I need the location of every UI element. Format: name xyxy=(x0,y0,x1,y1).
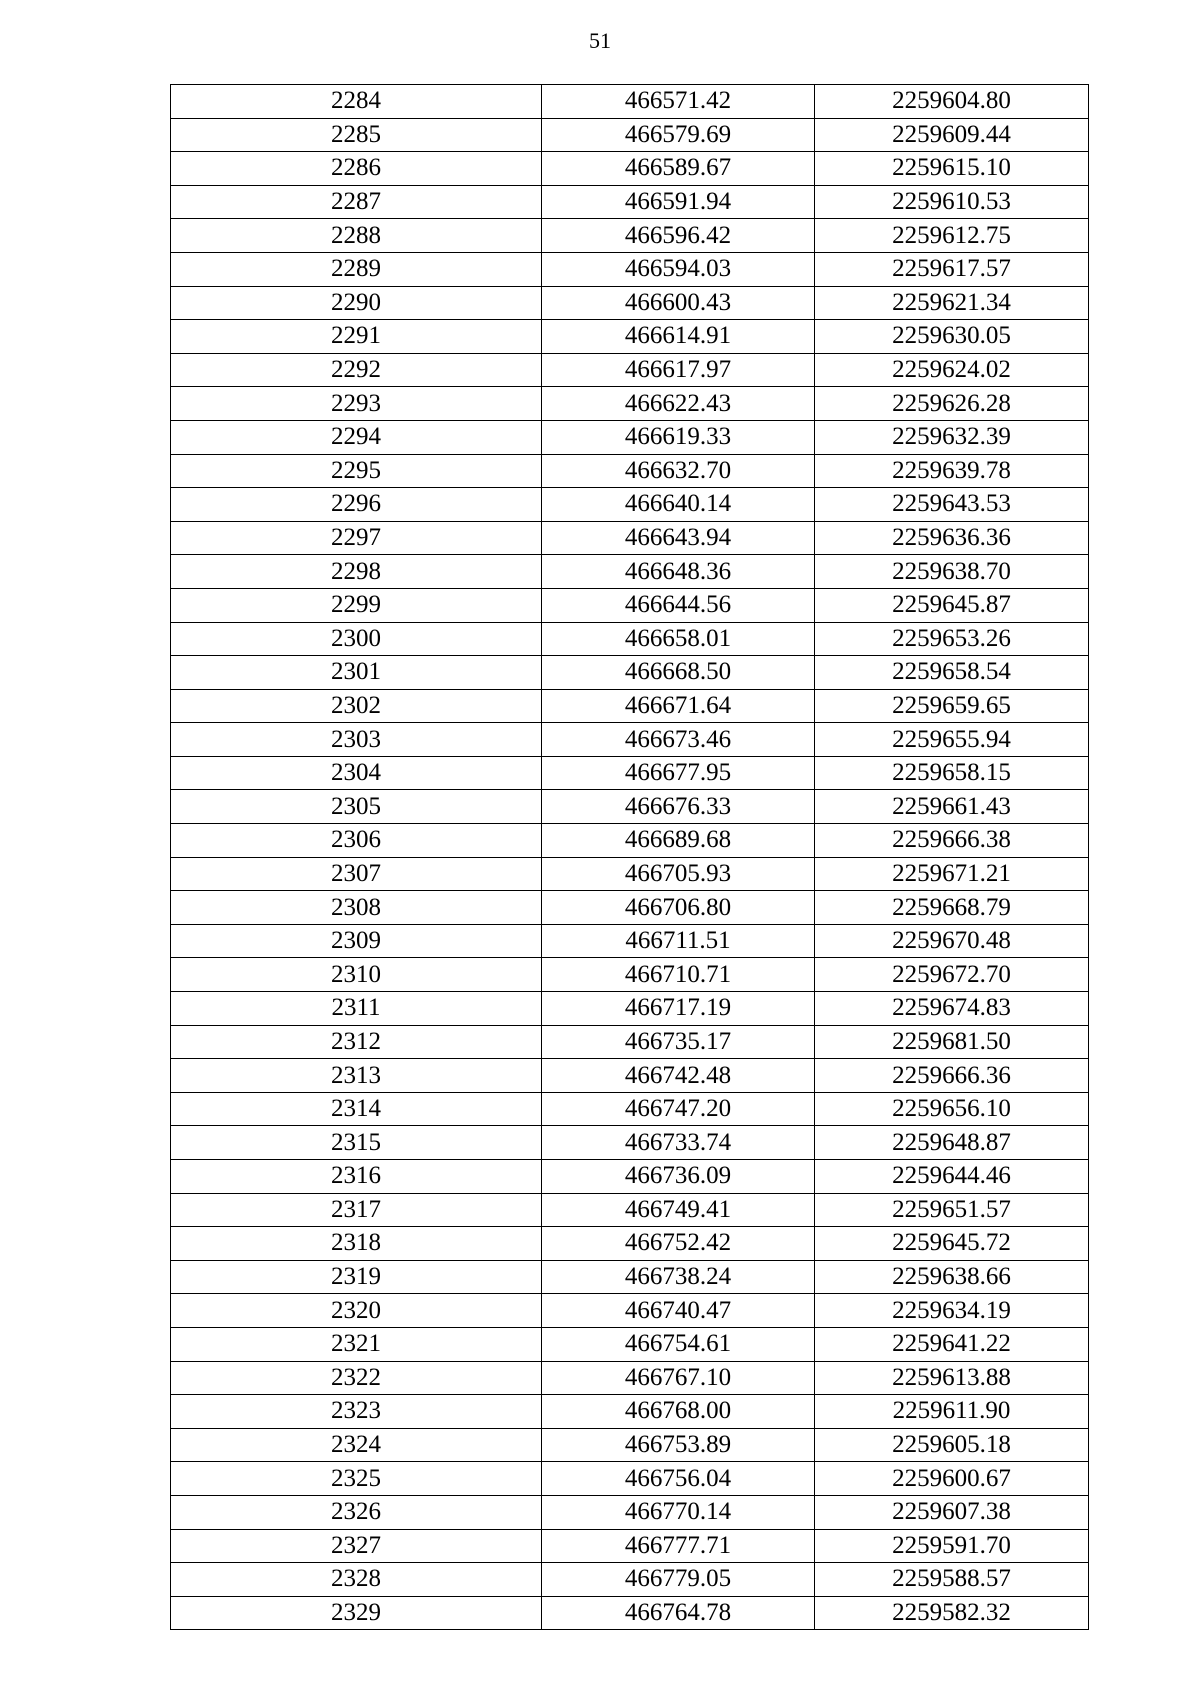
y-coordinate-cell: 2259658.15 xyxy=(815,756,1089,790)
x-coordinate-cell: 466640.14 xyxy=(542,488,815,522)
point-number-cell: 2298 xyxy=(171,555,542,589)
x-coordinate-cell: 466658.01 xyxy=(542,622,815,656)
table-row xyxy=(171,1193,1089,1227)
y-coordinate-cell: 2259626.28 xyxy=(815,387,1089,421)
y-coordinate-cell: 2259611.90 xyxy=(815,1395,1089,1429)
x-coordinate-cell: 466689.68 xyxy=(542,824,815,858)
point-number-cell: 2285 xyxy=(171,118,542,152)
table-row xyxy=(171,353,1089,387)
table-row xyxy=(171,1260,1089,1294)
x-coordinate-cell: 466594.03 xyxy=(542,252,815,286)
point-number-cell: 2326 xyxy=(171,1495,542,1529)
y-coordinate-cell: 2259645.72 xyxy=(815,1227,1089,1261)
x-coordinate-cell: 466764.78 xyxy=(542,1596,815,1630)
y-coordinate-cell: 2259661.43 xyxy=(815,790,1089,824)
y-coordinate-cell: 2259674.83 xyxy=(815,992,1089,1026)
table-row xyxy=(171,1428,1089,1462)
point-number-cell: 2318 xyxy=(171,1227,542,1261)
point-number-cell: 2327 xyxy=(171,1529,542,1563)
point-number-cell: 2309 xyxy=(171,924,542,958)
point-number-cell: 2325 xyxy=(171,1462,542,1496)
y-coordinate-cell: 2259615.10 xyxy=(815,152,1089,186)
y-coordinate-cell: 2259630.05 xyxy=(815,320,1089,354)
point-number-cell: 2306 xyxy=(171,824,542,858)
y-coordinate-cell: 2259638.70 xyxy=(815,555,1089,589)
y-coordinate-cell: 2259610.53 xyxy=(815,185,1089,219)
table-row xyxy=(171,1294,1089,1328)
y-coordinate-cell: 2259658.54 xyxy=(815,656,1089,690)
point-number-cell: 2323 xyxy=(171,1395,542,1429)
table-row xyxy=(171,1596,1089,1630)
x-coordinate-cell: 466644.56 xyxy=(542,588,815,622)
x-coordinate-cell: 466733.74 xyxy=(542,1126,815,1160)
point-number-cell: 2302 xyxy=(171,689,542,723)
table-row xyxy=(171,387,1089,421)
x-coordinate-cell: 466777.71 xyxy=(542,1529,815,1563)
table-row xyxy=(171,790,1089,824)
x-coordinate-cell: 466677.95 xyxy=(542,756,815,790)
x-coordinate-cell: 466770.14 xyxy=(542,1495,815,1529)
point-number-cell: 2313 xyxy=(171,1059,542,1093)
x-coordinate-cell: 466676.33 xyxy=(542,790,815,824)
y-coordinate-cell: 2259624.02 xyxy=(815,353,1089,387)
table-row xyxy=(171,488,1089,522)
x-coordinate-cell: 466632.70 xyxy=(542,454,815,488)
page-number: 51 xyxy=(589,28,611,53)
y-coordinate-cell: 2259653.26 xyxy=(815,622,1089,656)
point-number-cell: 2315 xyxy=(171,1126,542,1160)
table-row xyxy=(171,656,1089,690)
table-row xyxy=(171,756,1089,790)
x-coordinate-cell: 466600.43 xyxy=(542,286,815,320)
point-number-cell: 2289 xyxy=(171,252,542,286)
y-coordinate-cell: 2259588.57 xyxy=(815,1563,1089,1597)
point-number-cell: 2324 xyxy=(171,1428,542,1462)
y-coordinate-cell: 2259666.38 xyxy=(815,824,1089,858)
point-number-cell: 2311 xyxy=(171,992,542,1026)
y-coordinate-cell: 2259638.66 xyxy=(815,1260,1089,1294)
y-coordinate-cell: 2259604.80 xyxy=(815,85,1089,119)
point-number-cell: 2292 xyxy=(171,353,542,387)
y-coordinate-cell: 2259645.87 xyxy=(815,588,1089,622)
point-number-cell: 2303 xyxy=(171,723,542,757)
y-coordinate-cell: 2259621.34 xyxy=(815,286,1089,320)
x-coordinate-cell: 466579.69 xyxy=(542,118,815,152)
x-coordinate-cell: 466779.05 xyxy=(542,1563,815,1597)
table-row xyxy=(171,1059,1089,1093)
table-row xyxy=(171,85,1089,119)
table-row xyxy=(171,1361,1089,1395)
y-coordinate-cell: 2259639.78 xyxy=(815,454,1089,488)
x-coordinate-cell: 466622.43 xyxy=(542,387,815,421)
y-coordinate-cell: 2259651.57 xyxy=(815,1193,1089,1227)
point-number-cell: 2316 xyxy=(171,1160,542,1194)
table-row xyxy=(171,992,1089,1026)
point-number-cell: 2291 xyxy=(171,320,542,354)
y-coordinate-cell: 2259607.38 xyxy=(815,1495,1089,1529)
x-coordinate-cell: 466767.10 xyxy=(542,1361,815,1395)
y-coordinate-cell: 2259641.22 xyxy=(815,1327,1089,1361)
table-row xyxy=(171,588,1089,622)
y-coordinate-cell: 2259670.48 xyxy=(815,924,1089,958)
coordinates-table xyxy=(170,84,1089,1630)
y-coordinate-cell: 2259656.10 xyxy=(815,1092,1089,1126)
x-coordinate-cell: 466571.42 xyxy=(542,85,815,119)
x-coordinate-cell: 466754.61 xyxy=(542,1327,815,1361)
x-coordinate-cell: 466706.80 xyxy=(542,891,815,925)
x-coordinate-cell: 466742.48 xyxy=(542,1059,815,1093)
table-row xyxy=(171,689,1089,723)
table-row xyxy=(171,723,1089,757)
y-coordinate-cell: 2259609.44 xyxy=(815,118,1089,152)
table-row xyxy=(171,958,1089,992)
x-coordinate-cell: 466617.97 xyxy=(542,353,815,387)
table-row xyxy=(171,1327,1089,1361)
x-coordinate-cell: 466673.46 xyxy=(542,723,815,757)
y-coordinate-cell: 2259671.21 xyxy=(815,857,1089,891)
table-row xyxy=(171,1395,1089,1429)
y-coordinate-cell: 2259681.50 xyxy=(815,1025,1089,1059)
y-coordinate-cell: 2259605.18 xyxy=(815,1428,1089,1462)
y-coordinate-cell: 2259672.70 xyxy=(815,958,1089,992)
point-number-cell: 2301 xyxy=(171,656,542,690)
x-coordinate-cell: 466747.20 xyxy=(542,1092,815,1126)
point-number-cell: 2287 xyxy=(171,185,542,219)
table-row xyxy=(171,1025,1089,1059)
point-number-cell: 2294 xyxy=(171,420,542,454)
point-number-cell: 2297 xyxy=(171,521,542,555)
y-coordinate-cell: 2259582.32 xyxy=(815,1596,1089,1630)
x-coordinate-cell: 466619.33 xyxy=(542,420,815,454)
point-number-cell: 2284 xyxy=(171,85,542,119)
point-number-cell: 2321 xyxy=(171,1327,542,1361)
table-row xyxy=(171,420,1089,454)
table-row xyxy=(171,320,1089,354)
y-coordinate-cell: 2259644.46 xyxy=(815,1160,1089,1194)
x-coordinate-cell: 466668.50 xyxy=(542,656,815,690)
x-coordinate-cell: 466705.93 xyxy=(542,857,815,891)
x-coordinate-cell: 466614.91 xyxy=(542,320,815,354)
table-row xyxy=(171,1126,1089,1160)
x-coordinate-cell: 466752.42 xyxy=(542,1227,815,1261)
y-coordinate-cell: 2259659.65 xyxy=(815,689,1089,723)
table-row xyxy=(171,286,1089,320)
x-coordinate-cell: 466589.67 xyxy=(542,152,815,186)
point-number-cell: 2328 xyxy=(171,1563,542,1597)
table-row xyxy=(171,924,1089,958)
x-coordinate-cell: 466717.19 xyxy=(542,992,815,1026)
x-coordinate-cell: 466738.24 xyxy=(542,1260,815,1294)
point-number-cell: 2319 xyxy=(171,1260,542,1294)
y-coordinate-cell: 2259632.39 xyxy=(815,420,1089,454)
point-number-cell: 2317 xyxy=(171,1193,542,1227)
x-coordinate-cell: 466768.00 xyxy=(542,1395,815,1429)
y-coordinate-cell: 2259643.53 xyxy=(815,488,1089,522)
x-coordinate-cell: 466643.94 xyxy=(542,521,815,555)
table-row xyxy=(171,1495,1089,1529)
table-row xyxy=(171,185,1089,219)
table-row xyxy=(171,555,1089,589)
point-number-cell: 2320 xyxy=(171,1294,542,1328)
table-row xyxy=(171,454,1089,488)
table-row xyxy=(171,1227,1089,1261)
x-coordinate-cell: 466671.64 xyxy=(542,689,815,723)
point-number-cell: 2299 xyxy=(171,588,542,622)
y-coordinate-cell: 2259648.87 xyxy=(815,1126,1089,1160)
point-number-cell: 2300 xyxy=(171,622,542,656)
y-coordinate-cell: 2259666.36 xyxy=(815,1059,1089,1093)
table-row xyxy=(171,1563,1089,1597)
table-row xyxy=(171,219,1089,253)
y-coordinate-cell: 2259634.19 xyxy=(815,1294,1089,1328)
y-coordinate-cell: 2259612.75 xyxy=(815,219,1089,253)
y-coordinate-cell: 2259613.88 xyxy=(815,1361,1089,1395)
y-coordinate-cell: 2259636.36 xyxy=(815,521,1089,555)
point-number-cell: 2310 xyxy=(171,958,542,992)
x-coordinate-cell: 466596.42 xyxy=(542,219,815,253)
coordinates-table-body xyxy=(171,85,1089,1630)
point-number-cell: 2286 xyxy=(171,152,542,186)
x-coordinate-cell: 466735.17 xyxy=(542,1025,815,1059)
point-number-cell: 2295 xyxy=(171,454,542,488)
point-number-cell: 2296 xyxy=(171,488,542,522)
table-row xyxy=(171,1462,1089,1496)
x-coordinate-cell: 466753.89 xyxy=(542,1428,815,1462)
table-row xyxy=(171,622,1089,656)
table-row xyxy=(171,824,1089,858)
table-row xyxy=(171,252,1089,286)
table-row xyxy=(171,1092,1089,1126)
y-coordinate-cell: 2259668.79 xyxy=(815,891,1089,925)
table-row xyxy=(171,521,1089,555)
x-coordinate-cell: 466648.36 xyxy=(542,555,815,589)
y-coordinate-cell: 2259655.94 xyxy=(815,723,1089,757)
point-number-cell: 2314 xyxy=(171,1092,542,1126)
x-coordinate-cell: 466740.47 xyxy=(542,1294,815,1328)
table-row xyxy=(171,857,1089,891)
point-number-cell: 2288 xyxy=(171,219,542,253)
point-number-cell: 2322 xyxy=(171,1361,542,1395)
x-coordinate-cell: 466591.94 xyxy=(542,185,815,219)
x-coordinate-cell: 466749.41 xyxy=(542,1193,815,1227)
y-coordinate-cell: 2259600.67 xyxy=(815,1462,1089,1496)
point-number-cell: 2305 xyxy=(171,790,542,824)
y-coordinate-cell: 2259591.70 xyxy=(815,1529,1089,1563)
x-coordinate-cell: 466756.04 xyxy=(542,1462,815,1496)
x-coordinate-cell: 466710.71 xyxy=(542,958,815,992)
point-number-cell: 2308 xyxy=(171,891,542,925)
y-coordinate-cell: 2259617.57 xyxy=(815,252,1089,286)
x-coordinate-cell: 466736.09 xyxy=(542,1160,815,1194)
point-number-cell: 2293 xyxy=(171,387,542,421)
point-number-cell: 2329 xyxy=(171,1596,542,1630)
point-number-cell: 2290 xyxy=(171,286,542,320)
x-coordinate-cell: 466711.51 xyxy=(542,924,815,958)
point-number-cell: 2312 xyxy=(171,1025,542,1059)
table-row xyxy=(171,1160,1089,1194)
table-row xyxy=(171,891,1089,925)
point-number-cell: 2307 xyxy=(171,857,542,891)
table-row xyxy=(171,118,1089,152)
table-row xyxy=(171,152,1089,186)
point-number-cell: 2304 xyxy=(171,756,542,790)
table-row xyxy=(171,1529,1089,1563)
